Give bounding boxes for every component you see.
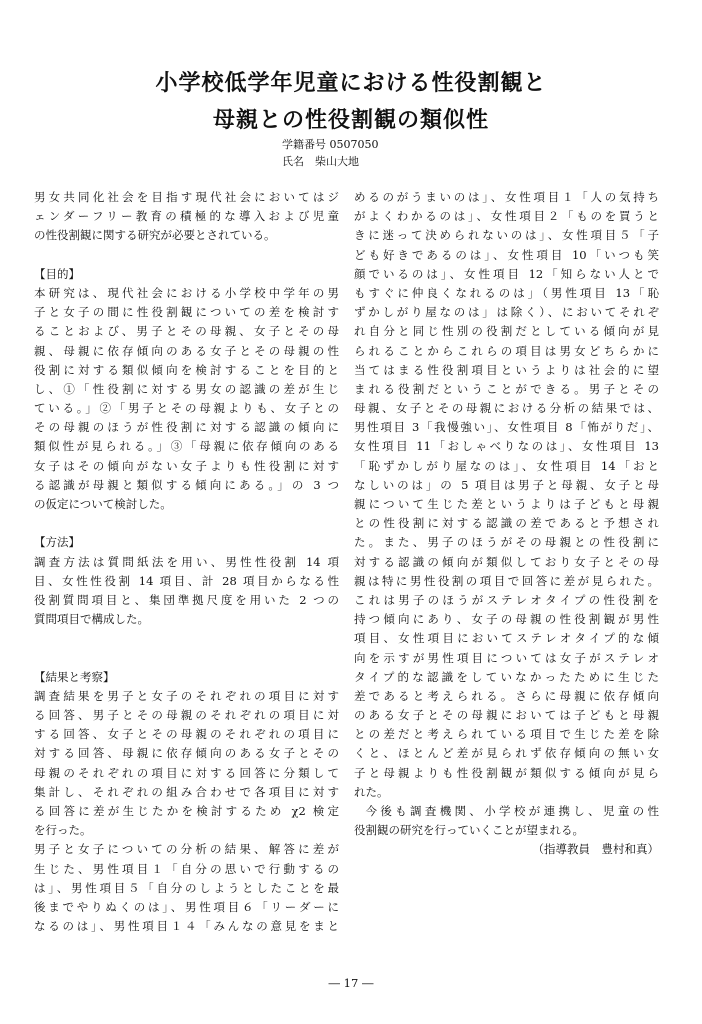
method-paragraph <box>34 553 339 630</box>
text-line: 持つ傾向にあり、女子の母親の性役割観が男性 <box>354 612 659 627</box>
text-line: 親は特に男性役割の項目で回答に差が見られた。 <box>354 573 659 588</box>
paper-title-line-1: 小学校低学年児童における性役割観と <box>155 71 547 96</box>
text-line: 対する認識の傾向が類似しており女子とその母 <box>354 554 659 569</box>
text-line: る回答に差が生じたかを検討するため χ2 検定 <box>34 804 339 819</box>
text-line: のある女子とその母親においては子どもと母親 <box>354 708 659 723</box>
text-line: 顔でいるのは」、女性項目 12「知らない人とで <box>354 266 659 281</box>
section-heading-results: 【結果と考察】 <box>34 669 115 684</box>
text-line: 生じた、男性項目１「自分の思いで行動するの <box>34 861 339 876</box>
text-line: 親、母親に依存傾向のある女子とその母親の性 <box>34 343 339 358</box>
text-line: ずかしがり屋なのは」は除く）、においてそれぞ <box>354 305 659 320</box>
text-line: る認識が母親と類似する傾向にある。」の 3 つ <box>34 477 339 492</box>
text-line: 質問項目で構成した。 <box>34 612 149 627</box>
purpose-paragraph <box>34 284 339 514</box>
text-line: 役割観の研究を行っていくことが望まれる。 <box>354 823 584 838</box>
text-line: の仮定について検討した。 <box>34 497 172 511</box>
section-heading-purpose: 【目的】 <box>34 266 80 281</box>
text-line: めるのがうまいのは」、女性項目１「人の気持ち <box>354 190 659 204</box>
supervisor-credit: （指導教員 豊村和真） <box>532 842 659 857</box>
text-line: 今後も調査機関、小学校が連携し、児童の性 <box>365 804 659 818</box>
text-line: まれる役割だということができる。男子とその <box>354 381 659 396</box>
text-line: れ自分と同じ性別の役割だとしている傾向が見 <box>354 324 659 339</box>
page-number: ― 17 ― <box>328 976 374 990</box>
closing-paragraph <box>354 802 659 840</box>
text-line: きに迷って決められないのは」、女性項目５「子 <box>354 228 659 243</box>
results-paragraph-continued <box>354 188 659 802</box>
text-line: その母親のほうが性役割に対する認識の傾向に <box>34 420 339 435</box>
text-line: ども好きであるのは」、女性項目 10「いつも笑 <box>354 247 659 262</box>
text-line: 男子と女子についての分析の結果、解答に差が <box>34 842 339 857</box>
text-line: 後までやりぬくのは」、男性項目６「リーダーに <box>34 899 339 914</box>
section-heading-method: 【方法】 <box>34 535 80 550</box>
text-line: 項目、女性項目においてステレオタイプ的な傾 <box>354 631 659 646</box>
text-line: 本研究は、現代社会における小学校中学年の男 <box>34 285 339 300</box>
intro-paragraph <box>34 188 339 246</box>
paper-title-line-2: 母親との性役割観の類似性 <box>212 108 489 133</box>
text-line: 男女共同化社会を目指す現代社会においてはジ <box>34 190 339 204</box>
text-line: 子と女子の間に性役割観についての差を検討す <box>34 305 339 320</box>
text-line: 母親のそれぞれの項目に対する回答に分類して <box>34 765 339 780</box>
text-line: との性役割に対する認識の差であると予想され <box>354 516 659 531</box>
text-line: し、①「性役割に対する男女の認識の差が生じ <box>34 381 339 396</box>
text-line: た。また、男子のほうがその母親との性役割に <box>354 535 659 550</box>
text-line: なるのは」、男性項目１４「みんなの意見をまと <box>34 919 339 934</box>
text-line: タイプ的な認識をしていなかったために生じた <box>354 669 659 684</box>
text-line: 調査方法は質問紙法を用い、男性性役割 14 項 <box>34 554 339 569</box>
text-line: との差だと考えられている項目で生じた差を除 <box>354 727 659 742</box>
text-line: もすぐに仲良くなれるのは」（男性項目 13「恥 <box>354 285 659 300</box>
text-line: 役割質問項目と、集団準拠尺度を用いた 2 つの <box>34 592 339 607</box>
text-line: 役割に対する類似傾向を検討することを目的と <box>34 362 339 377</box>
text-line: ェンダーフリー教育の積極的な導入および児童 <box>34 209 339 224</box>
text-line: れた。 <box>354 784 389 799</box>
text-line: 差であると考えられる。さらに母親に依存傾向 <box>354 688 659 703</box>
text-line: 対する回答、母親に依存傾向のある女子とその <box>34 746 339 761</box>
text-line: 向を示すが男性項目については女子がステレオ <box>354 650 659 665</box>
text-line: は」、男性項目５「自分のしようとしたことを最 <box>34 880 339 895</box>
text-line: くと、ほとんど差が見られず依存傾向の無い女 <box>354 746 659 761</box>
text-line: する回答、女子とその母親のそれぞれの項目に <box>34 727 339 742</box>
text-line: ている。」②「男子とその母親よりも、女子との <box>34 401 339 416</box>
text-line: 女性項目 11「おしゃべりなのは」、女性項目 13 <box>354 439 659 454</box>
right-column <box>354 188 659 860</box>
text-line: る回答、男子とその母親のそれぞれの項目に対 <box>34 708 339 723</box>
text-line: がよくわかるのは」、女性項目２「ものを買うと <box>354 209 659 224</box>
text-line: 女子はその傾向がない女子よりも性役割に対す <box>34 458 339 473</box>
left-column <box>34 188 339 936</box>
results-paragraph <box>34 687 339 936</box>
text-line: 母親、女子とその母親における分析の結果では、 <box>354 401 659 416</box>
text-line: 男性項目 3「我慢強い」、女性項目 8「怖がりだ」、 <box>354 420 659 435</box>
text-line: 類似性が見られる。」③「母親に依存傾向のある <box>34 439 339 454</box>
text-line: 目、女性性役割 14 項目、計 28 項目からなる性 <box>34 573 339 588</box>
text-line: 子と母親よりも性役割観が類似する傾向が見ら <box>354 765 659 780</box>
author-name: 氏名 柴山大地 <box>282 155 359 168</box>
text-line: の性役割観に関する研究が必要とされている。 <box>34 228 276 243</box>
student-id: 学籍番号 0507050 <box>282 138 379 151</box>
text-line: これは男子のほうがステレオタイプの性役割を <box>354 592 659 607</box>
text-line: なしいのは」の 5 項目は男子と母親、女子と母 <box>354 477 659 492</box>
text-line: られることからこれらの項目は男女どちらかに <box>354 343 659 358</box>
text-line: を行った。 <box>34 823 92 838</box>
text-line: 親について生じた差というよりは子どもと母親 <box>354 497 659 511</box>
text-line: 「恥ずかしがり屋なのは」、女性項目 14「おと <box>354 458 659 473</box>
text-line: 調査結果を男子と女子のそれぞれの項目に対す <box>34 688 339 703</box>
text-line: 当てはまる性役割項目というよりは社会的に望 <box>354 362 659 377</box>
text-line: ることおよび、男子とその母親、女子とその母 <box>34 324 339 339</box>
text-line: 集計し、それぞれの組み合わせで各項目に対す <box>34 784 339 799</box>
